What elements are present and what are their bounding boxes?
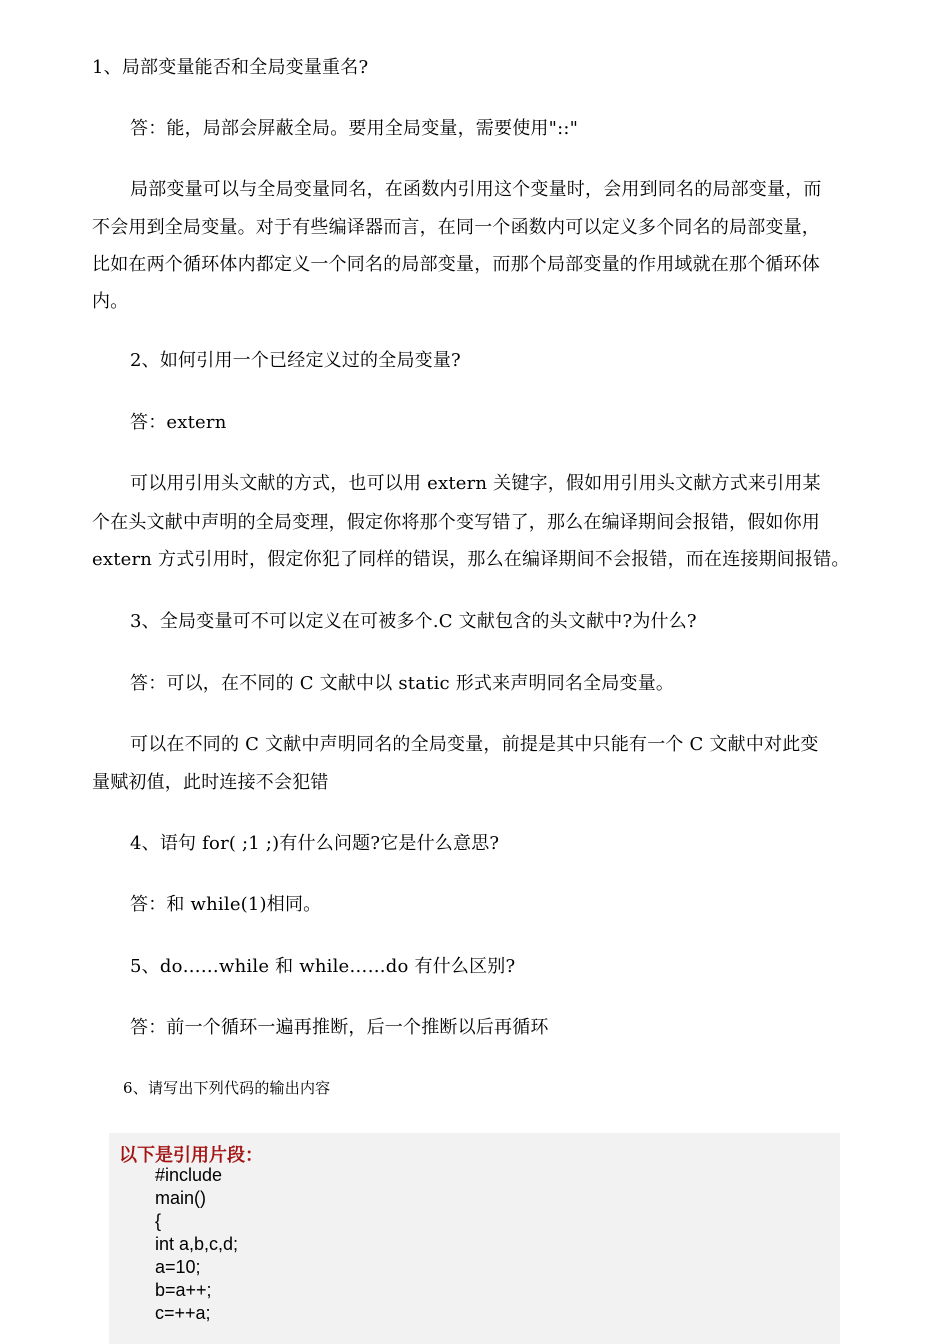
code-line-4: int a,b,c,d; [155, 1234, 239, 1254]
explain-1-line-2: 不会用到全局变量。对于有些编译器而言，在同一个函数内可以定义多个同名的局部变量， [92, 217, 820, 238]
explain-3-line-1: 可以在不同的 C 文献中声明同名的全局变量，前提是其中只能有一个 C 文献中对此变 [130, 734, 819, 755]
explain-1-line-4: 内。 [92, 291, 129, 312]
question-5: 5、do……while 和 while……do 有什么区别? [130, 956, 516, 977]
explain-3-line-2: 量赋初值，此时连接不会犯错 [92, 772, 329, 793]
explain-2-line-2: 个在头文献中声明的全局变理，假定你将那个变写错了，那么在编译期间会报错，假如你用 [92, 512, 820, 533]
code-line-6: b=a++; [155, 1280, 212, 1300]
code-line-1: #include [155, 1165, 223, 1185]
question-4: 4、语句 for( ;1 ;)有什么问题?它是什么意思? [130, 833, 500, 854]
quote-title: 以下是引用片段： [119, 1145, 263, 1166]
question-6: 6、请写出下列代码的输出内容 [123, 1079, 331, 1097]
code-line-5: a=10; [155, 1257, 201, 1277]
code-line-7: c=++a; [155, 1303, 211, 1323]
question-3: 3、全局变量可不可以定义在可被多个.C 文献包含的头文献中?为什么? [130, 611, 697, 632]
explain-2-line-1: 可以用引用头文献的方式，也可以用 extern 关键字，假如用引用头文献方式来引用某 [130, 473, 821, 494]
explain-1-line-1: 局部变量可以与全局变量同名，在函数内引用这个变量时，会用到同名的局部变量，而 [130, 179, 822, 200]
answer-4: 答：和 while(1)相同。 [130, 894, 322, 915]
answer-5: 答：前一个循环一遍再推断，后一个推断以后再循环 [130, 1017, 549, 1038]
code-line-3: { [155, 1211, 162, 1231]
answer-2: 答：extern [130, 412, 227, 433]
question-1: 1、局部变量能否和全局变量重名? [92, 57, 369, 78]
question-2: 2、如何引用一个已经定义过的全局变量? [130, 350, 461, 371]
explain-2-line-3: extern 方式引用时，假定你犯了同样的错误，那么在编译期间不会报错，而在连接期间报错。 [92, 549, 850, 570]
explain-1-line-3: 比如在两个循环体内都定义一个同名的局部变量，而那个局部变量的作用域就在那个循环体 [92, 254, 820, 275]
answer-3: 答：可以，在不同的 C 文献中以 static 形式来声明同名全局变量。 [130, 673, 675, 694]
answer-1: 答：能，局部会屏蔽全局。要用全局变量，需要使用"::" [130, 118, 579, 139]
code-line-2: main() [155, 1188, 207, 1208]
quote-block [109, 1133, 840, 1344]
